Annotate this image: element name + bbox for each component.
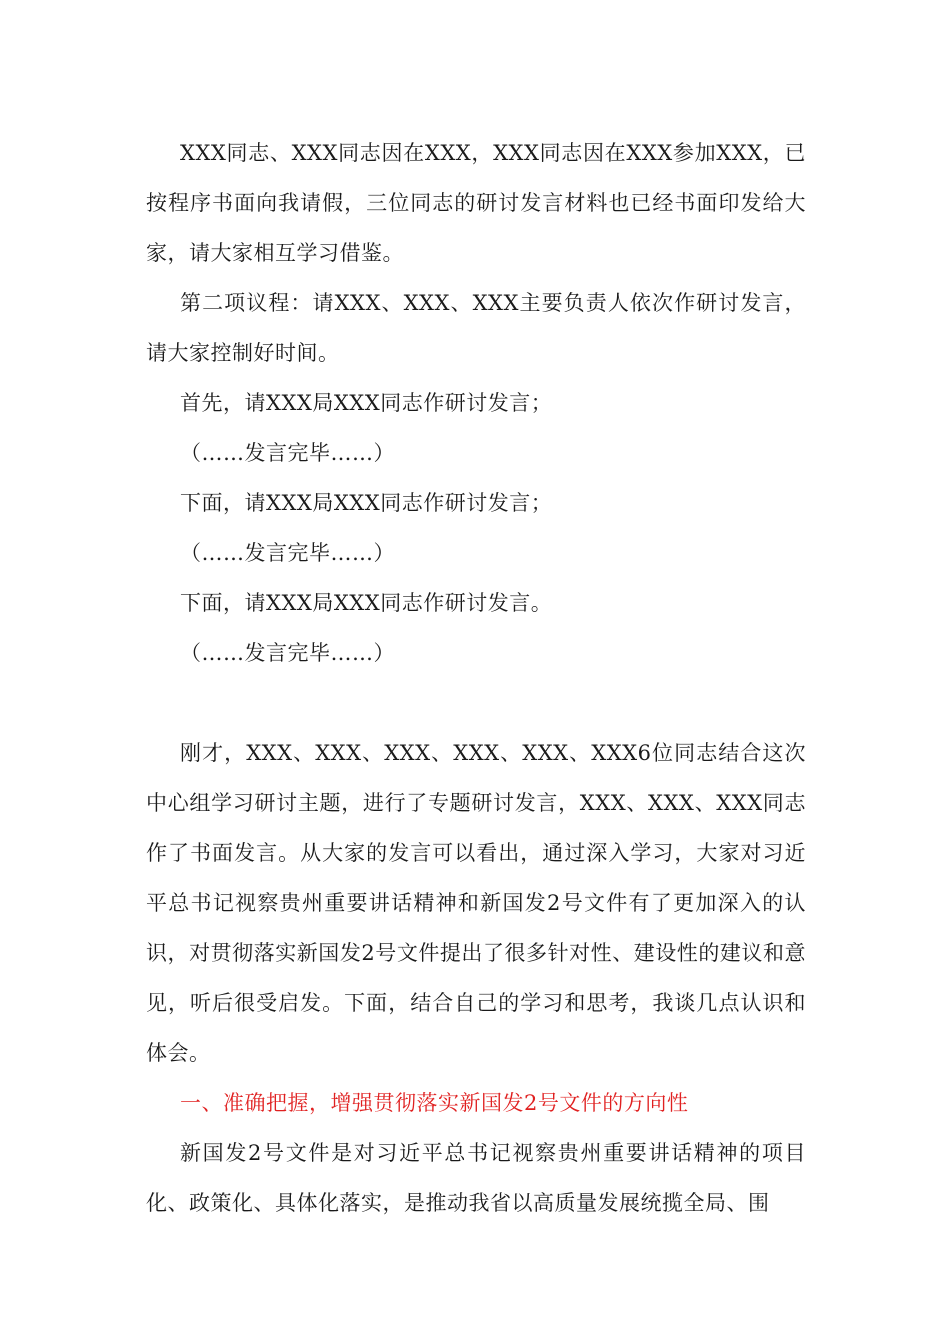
paragraph-speech-finished-1: （……发言完毕……） (180, 441, 395, 465)
paragraph-summary: 刚才，XXX、XXX、XXX、XXX、XXX、XXX6位同志结合这次中心组学习研讨主题，进行了专题研讨发言，XXX、XXX、XXX同志作了书面发言。从大家的发言可以看出，通过深入学习，大家对习近平总书记视察贵州重要讲话精神和新国发2号文件有了更加深入的认识，对贯彻落实新国发2号文件提出了很多针对性、建设性的建议和意见，听后很受启发。下面，结合自己的学习和思考，我谈几点认识和体会。 (146, 741, 806, 1065)
blank-gap (146, 678, 806, 728)
paragraph-leave-notice: XXX同志、XXX同志因在XXX，XXX同志因在XXX参加XXX，已按程序书面向我请假，三位同志的研讨发言材料也已经书面印发给大家，请大家相互学习借鉴。 (146, 141, 806, 265)
paragraph-third-speaker: 下面，请XXX局XXX同志作研讨发言。 (180, 591, 553, 615)
section-heading: 一、准确把握，增强贯彻落实新国发2号文件的方向性 (180, 1091, 689, 1115)
paragraph-agenda-item-2: 第二项议程：请XXX、XXX、XXX主要负责人依次作研讨发言，请大家控制好时间。 (146, 291, 806, 365)
paragraph-section-1-body: 新国发2号文件是对习近平总书记视察贵州重要讲话精神的项目化、政策化、具体化落实，是推动我省以高质量发展统揽全局、围 (146, 1141, 806, 1215)
paragraph-first-speaker: 首先，请XXX局XXX同志作研讨发言； (180, 391, 553, 415)
document-body (146, 128, 806, 1228)
paragraph-speech-finished-3: （……发言完毕……） (180, 641, 395, 665)
paragraph-second-speaker: 下面，请XXX局XXX同志作研讨发言； (180, 491, 553, 515)
paragraph-speech-finished-2: （……发言完毕……） (180, 541, 395, 565)
